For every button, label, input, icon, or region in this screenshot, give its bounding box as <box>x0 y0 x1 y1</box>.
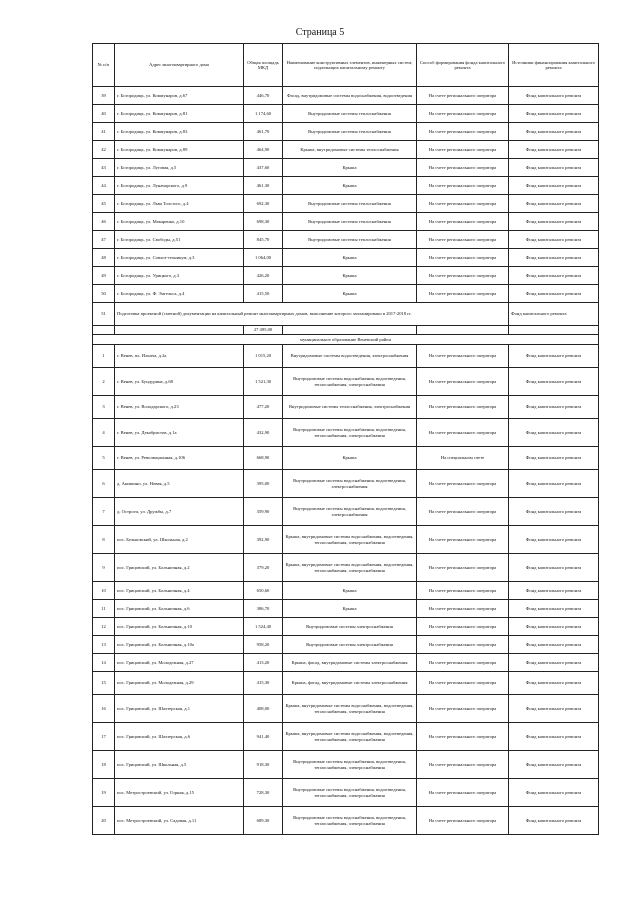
cell-area: 461,70 <box>244 123 283 141</box>
cell-method: На специальном счете <box>417 447 509 470</box>
cell-num: 2 <box>93 368 115 396</box>
cell-works: Внутридомовые системы водоснабжения, водоотведения, теплоснабжения, электроснабжения <box>283 368 417 396</box>
cell-works: Крыша, внутридомовые системы теплоснабжения <box>283 141 417 159</box>
cell-num: 42 <box>93 141 115 159</box>
table-row <box>93 231 599 249</box>
cell-works: Внутридомовые системы водоснабжения, водоотведения, теплоснабжения, электроснабжения <box>283 751 417 779</box>
cell-area: 1 524,40 <box>244 618 283 636</box>
cell-works: Крыша, внутридомовые системы водоснабжения, водоотведения, теплоснабжения, электроснабжения <box>283 554 417 582</box>
cell-method: На счете регионального оператора <box>417 213 509 231</box>
cell-method: На счете регионального оператора <box>417 470 509 498</box>
cell-num: 18 <box>93 751 115 779</box>
table-row <box>93 554 599 582</box>
cell-source: Фонд капитального ремонта <box>509 807 599 835</box>
cell-area: 668,90 <box>244 447 283 470</box>
cell-num: 7 <box>93 498 115 526</box>
table-row <box>93 582 599 600</box>
table-row <box>93 419 599 447</box>
cell-area: 359,90 <box>244 498 283 526</box>
cell-address: г. Богородицк, ул. Луговая, д.5 <box>115 159 244 177</box>
cell-empty <box>93 326 115 335</box>
cell-area: 432,90 <box>244 419 283 447</box>
cell-source: Фонд капитального ремонта <box>509 267 599 285</box>
table-row <box>93 177 599 195</box>
cell-method: На счете регионального оператора <box>417 231 509 249</box>
cell-address: пос. Грицовский, ул. Больничная, д.4 <box>115 582 244 600</box>
cell-num: 48 <box>93 249 115 267</box>
cell-num: 17 <box>93 723 115 751</box>
cell-source: Фонд капитального ремонта <box>509 195 599 213</box>
cell-num: 13 <box>93 636 115 654</box>
cell-method: На счете регионального оператора <box>417 723 509 751</box>
cell-address: пос. Грицовский, ул. Больничная, д.6 <box>115 600 244 618</box>
cell-area: 408,00 <box>244 695 283 723</box>
total-row <box>93 326 599 335</box>
table-row <box>93 470 599 498</box>
cell-area: 392,90 <box>244 526 283 554</box>
cell-method: На счете регионального оператора <box>417 654 509 672</box>
cell-source: Фонд капитального ремонта <box>509 345 599 368</box>
cell-works: Внутридомовые системы теплоснабжения <box>283 213 417 231</box>
cell-address: пос. Грицовский, ул. Больничная, д.10а <box>115 636 244 654</box>
cell-address: г. Богородицк, ул. Коммунаров, д.89 <box>115 141 244 159</box>
total-area: 27 495,00 <box>244 326 283 335</box>
cell-method: На счете регионального оператора <box>417 618 509 636</box>
cell-source: Фонд капитального ремонта <box>509 582 599 600</box>
cell-works: Крыша <box>283 447 417 470</box>
cell-address: пос. Метростроевский, ул. Садовая, д.11 <box>115 807 244 835</box>
cell-address: г. Венев, ул. Революционная, д.106 <box>115 447 244 470</box>
table-row <box>93 654 599 672</box>
cell-source: Фонд капитального ремонта <box>509 396 599 419</box>
cell-address: г. Венев, пл. Ильича, д.2а <box>115 345 244 368</box>
cell-area: 918,30 <box>244 751 283 779</box>
cell-address: г. Венев, ул. Бундурина, д.68 <box>115 368 244 396</box>
cell-source: Фонд капитального ремонта <box>509 159 599 177</box>
cell-area: 692,30 <box>244 195 283 213</box>
cell-num: 1 <box>93 345 115 368</box>
cell-method: На счете регионального оператора <box>417 419 509 447</box>
cell-area: 446,70 <box>244 87 283 105</box>
cell-address: г. Богородицк, ул. Коммунаров, д.67 <box>115 87 244 105</box>
cell-num: 14 <box>93 654 115 672</box>
cell-address: пос. Грицовский, ул. Шахтерская, д.1 <box>115 695 244 723</box>
cell-source: Фонд капитального ремонта <box>509 303 599 326</box>
cell-works: Крыша, внутридомовые системы водоснабжения, водоотведения, теплоснабжения, электроснабжения <box>283 695 417 723</box>
table-row <box>93 751 599 779</box>
cell-method: На счете регионального оператора <box>417 141 509 159</box>
cell-works: Внутридомовые системы теплоснабжения <box>283 195 417 213</box>
cell-source: Фонд капитального ремонта <box>509 447 599 470</box>
table-row <box>93 695 599 723</box>
table-row <box>93 345 599 368</box>
cell-works: Крыша <box>283 177 417 195</box>
cell-method: На счете регионального оператора <box>417 285 509 303</box>
table-row <box>93 368 599 396</box>
cell-works: Крыша <box>283 600 417 618</box>
cell-method: На счете регионального оператора <box>417 779 509 807</box>
table-row <box>93 498 599 526</box>
cell-address: г. Богородицк, ул. Ф. Энгельса, д.4 <box>115 285 244 303</box>
cell-source: Фонд капитального ремонта <box>509 177 599 195</box>
cell-num: 6 <box>93 470 115 498</box>
cell-source: Фонд капитального ремонта <box>509 723 599 751</box>
cell-address: г. Богородицк, ул. Совхоз-техникум, д.3 <box>115 249 244 267</box>
table-row <box>93 105 599 123</box>
cell-area: 437,60 <box>244 159 283 177</box>
cell-address: д. Анишино, ул. Новая, д.5 <box>115 470 244 498</box>
cell-works: Внутридомовые системы водоснабжения, водоотведения, теплоснабжения, электроснабжения <box>283 779 417 807</box>
cell-works: Крыша <box>283 267 417 285</box>
cell-source: Фонд капитального ремонта <box>509 600 599 618</box>
header-num: № п/п <box>93 44 115 87</box>
cell-address: г. Богородицк, ул. Льва Толстого, д.4 <box>115 195 244 213</box>
cell-source: Фонд капитального ремонта <box>509 368 599 396</box>
cell-num: 15 <box>93 672 115 695</box>
cell-num: 39 <box>93 87 115 105</box>
table-row <box>93 195 599 213</box>
cell-project-docs: Подготовка проектной (сметной) документации на капитальный ремонт многоквартирных домов, выполнение которого запланировано в 2017-2018 гг. <box>115 303 509 326</box>
cell-source: Фонд капитального ремонта <box>509 285 599 303</box>
header-method: Способ формирования фонда капитального ремонта <box>417 44 509 87</box>
cell-works: Внутридомовые системы водоснабжения, водоотведения, теплоснабжения, электроснабжения <box>283 419 417 447</box>
cell-works: Крыша, внутридомовые системы водоснабжения, водоотведения, теплоснабжения, электроснабжения <box>283 526 417 554</box>
cell-works: Внутридомовые системы водоснабжения, водоотведения, электроснабжения <box>283 498 417 526</box>
cell-address: пос. Грицовский, ул. Больничная, д.2 <box>115 554 244 582</box>
cell-works: Крыша, фасад, внутридомовые системы электроснабжения <box>283 672 417 695</box>
table-row <box>93 672 599 695</box>
header-address: Адрес многоквартирного дома <box>115 44 244 87</box>
cell-source: Фонд капитального ремонта <box>509 105 599 123</box>
cell-method: На счете регионального оператора <box>417 807 509 835</box>
cell-method: На счете регионального оператора <box>417 195 509 213</box>
cell-method: На счете регионального оператора <box>417 177 509 195</box>
table-row <box>93 779 599 807</box>
header-source: Источники финансирования капитального ремонта <box>509 44 599 87</box>
table-row <box>93 267 599 285</box>
cell-source: Фонд капитального ремонта <box>509 141 599 159</box>
cell-num: 16 <box>93 695 115 723</box>
cell-empty <box>509 326 599 335</box>
cell-method: На счете регионального оператора <box>417 105 509 123</box>
cell-source: Фонд капитального ремонта <box>509 526 599 554</box>
cell-num: 49 <box>93 267 115 285</box>
cell-num: 12 <box>93 618 115 636</box>
cell-source: Фонд капитального ремонта <box>509 779 599 807</box>
cell-method: На счете регионального оператора <box>417 123 509 141</box>
cell-source: Фонд капитального ремонта <box>509 498 599 526</box>
cell-method: На счете регионального оператора <box>417 249 509 267</box>
cell-works: Крыша, внутридомовые системы водоснабжения, водоотведения, теплоснабжения, электроснабжения <box>283 723 417 751</box>
cell-method: На счете регионального оператора <box>417 396 509 419</box>
cell-source: Фонд капитального ремонта <box>509 654 599 672</box>
cell-address: г. Богородицк, ул. Коммунаров, д.81 <box>115 105 244 123</box>
cell-address: г. Богородицк, ул. Макаренко, д.10 <box>115 213 244 231</box>
cell-works: Фасад, внутридомовые системы водоснабжения, водоотведения <box>283 87 417 105</box>
cell-num: 46 <box>93 213 115 231</box>
table-row <box>93 526 599 554</box>
cell-address: пос. Грицовский, ул. Больничная, д.10 <box>115 618 244 636</box>
cell-address: г. Венев, ул. Володарского, д.23 <box>115 396 244 419</box>
section-row <box>93 335 599 345</box>
table-row <box>93 396 599 419</box>
cell-address: пос. Грицовский, ул. Молодежная, д.27 <box>115 654 244 672</box>
table-row <box>93 249 599 267</box>
cell-works: Внутридомовые системы водоснабжения, водоотведения, теплоснабжения, электроснабжения <box>283 807 417 835</box>
cell-address: г. Богородицк, ул. Луначарского, д.9 <box>115 177 244 195</box>
cell-source: Фонд капитального ремонта <box>509 87 599 105</box>
cell-area: 941,40 <box>244 723 283 751</box>
cell-source: Фонд капитального ремонта <box>509 751 599 779</box>
table-header-row <box>93 44 599 87</box>
cell-num: 50 <box>93 285 115 303</box>
cell-num: 40 <box>93 105 115 123</box>
cell-area: 1 174,60 <box>244 105 283 123</box>
cell-works: Внутридомовые системы теплоснабжения <box>283 123 417 141</box>
cell-area: 958,20 <box>244 636 283 654</box>
cell-area: 728,30 <box>244 779 283 807</box>
cell-address: д. Остроги, ул. Дружбы, д.7 <box>115 498 244 526</box>
cell-source: Фонд капитального ремонта <box>509 231 599 249</box>
cell-num: 5 <box>93 447 115 470</box>
cell-works: Внутридомовые системы электроснабжения <box>283 618 417 636</box>
cell-method: На счете регионального оператора <box>417 582 509 600</box>
cell-method: На счете регионального оператора <box>417 526 509 554</box>
cell-num: 9 <box>93 554 115 582</box>
cell-source: Фонд капитального ремонта <box>509 636 599 654</box>
cell-area: 426,20 <box>244 267 283 285</box>
cell-area: 395,00 <box>244 470 283 498</box>
cell-works: Крыша, фасад, внутридомовые системы электроснабжения <box>283 654 417 672</box>
cell-method: На счете регионального оператора <box>417 498 509 526</box>
cell-method: На счете регионального оператора <box>417 87 509 105</box>
cell-source: Фонд капитального ремонта <box>509 123 599 141</box>
cell-source: Фонд капитального ремонта <box>509 213 599 231</box>
cell-empty <box>417 326 509 335</box>
cell-area: 477,20 <box>244 396 283 419</box>
cell-area: 689,30 <box>244 807 283 835</box>
cell-area: 845,70 <box>244 231 283 249</box>
capital-repair-table <box>92 43 599 835</box>
cell-address: пос. Грицовский, ул. Молодежная, д.29 <box>115 672 244 695</box>
cell-method: На счете регионального оператора <box>417 695 509 723</box>
cell-source: Фонд капитального ремонта <box>509 618 599 636</box>
cell-area: 698,30 <box>244 213 283 231</box>
cell-area: 379,20 <box>244 554 283 582</box>
table-row <box>93 87 599 105</box>
cell-address: пос. Грицовский, ул. Шахтерская, д.6 <box>115 723 244 751</box>
cell-address: пос. Бельковский, ул. Школьная, д.2 <box>115 526 244 554</box>
cell-num: 41 <box>93 123 115 141</box>
cell-area: 650,60 <box>244 582 283 600</box>
cell-method: На счете регионального оператора <box>417 636 509 654</box>
cell-method: На счете регионального оператора <box>417 751 509 779</box>
cell-works: Крыша <box>283 582 417 600</box>
cell-method: На счете регионального оператора <box>417 600 509 618</box>
cell-source: Фонд капитального ремонта <box>509 672 599 695</box>
cell-works: Крыша <box>283 249 417 267</box>
table-row <box>93 213 599 231</box>
cell-works: Внутридомовые системы теплоснабжения <box>283 231 417 249</box>
table-row <box>93 159 599 177</box>
cell-area: 413,20 <box>244 654 283 672</box>
header-area: Общая площадь МКД <box>244 44 283 87</box>
table-row <box>93 600 599 618</box>
cell-address: г. Богородицк, ул. Коммунаров, д.83 <box>115 123 244 141</box>
cell-area: 415,50 <box>244 285 283 303</box>
header-works: Наименование конструктивных элементов, инженерных систем, подлежащих капитальному ремонту <box>283 44 417 87</box>
cell-num: 45 <box>93 195 115 213</box>
cell-address: г. Венев, ул. Декабристов, д.1а <box>115 419 244 447</box>
table-row <box>93 807 599 835</box>
cell-empty <box>283 326 417 335</box>
cell-num: 11 <box>93 600 115 618</box>
cell-num: 4 <box>93 419 115 447</box>
cell-source: Фонд капитального ремонта <box>509 249 599 267</box>
cell-num: 20 <box>93 807 115 835</box>
cell-address: пос. Метростроевский, ул. Горная, д.15 <box>115 779 244 807</box>
cell-works: Внутридомовые системы теплоснабжения <box>283 105 417 123</box>
table-row <box>93 285 599 303</box>
table-row-51 <box>93 303 599 326</box>
cell-area: 1 064,00 <box>244 249 283 267</box>
cell-area: 1 521,30 <box>244 368 283 396</box>
table-row <box>93 447 599 470</box>
cell-source: Фонд капитального ремонта <box>509 419 599 447</box>
cell-num: 43 <box>93 159 115 177</box>
section-title: муниципальное образование Веневский район <box>93 335 599 345</box>
cell-works: Внутридомовые системы водоснабжения, водоотведения, электроснабжения <box>283 470 417 498</box>
table-row <box>93 636 599 654</box>
table-row <box>93 618 599 636</box>
table-row <box>93 141 599 159</box>
cell-works: Внутридомовые системы водоотведения, электроснабжения <box>283 345 417 368</box>
cell-source: Фонд капитального ремонта <box>509 470 599 498</box>
cell-num: 19 <box>93 779 115 807</box>
cell-num: 44 <box>93 177 115 195</box>
cell-area: 1 015,20 <box>244 345 283 368</box>
cell-empty <box>115 326 244 335</box>
cell-method: На счете регионального оператора <box>417 345 509 368</box>
cell-address: г. Богородицк, ул. Свободы, д.51 <box>115 231 244 249</box>
cell-method: На счете регионального оператора <box>417 672 509 695</box>
cell-area: 386,70 <box>244 600 283 618</box>
cell-source: Фонд капитального ремонта <box>509 695 599 723</box>
cell-method: На счете регионального оператора <box>417 368 509 396</box>
cell-num: 47 <box>93 231 115 249</box>
cell-works: Внутридомовые системы теплоснабжения, электроснабжения <box>283 396 417 419</box>
cell-address: г. Богородицк, ул. Урицкого, д.3 <box>115 267 244 285</box>
table-row <box>93 723 599 751</box>
cell-num: 10 <box>93 582 115 600</box>
cell-method: На счете регионального оператора <box>417 554 509 582</box>
cell-num: 8 <box>93 526 115 554</box>
cell-num: 51 <box>93 303 115 326</box>
cell-address: пос. Грицовский, ул. Школьная, д.5 <box>115 751 244 779</box>
cell-area: 464,90 <box>244 141 283 159</box>
cell-num: 3 <box>93 396 115 419</box>
cell-area: 461,30 <box>244 177 283 195</box>
cell-works: Внутридомовые системы электроснабжения <box>283 636 417 654</box>
cell-works: Крыша <box>283 285 417 303</box>
cell-source: Фонд капитального ремонта <box>509 554 599 582</box>
cell-method: На счете регионального оператора <box>417 267 509 285</box>
cell-works: Крыша <box>283 159 417 177</box>
cell-area: 415,30 <box>244 672 283 695</box>
table-row <box>93 123 599 141</box>
page-title: Страница 5 <box>295 27 345 38</box>
cell-method: На счете регионального оператора <box>417 159 509 177</box>
